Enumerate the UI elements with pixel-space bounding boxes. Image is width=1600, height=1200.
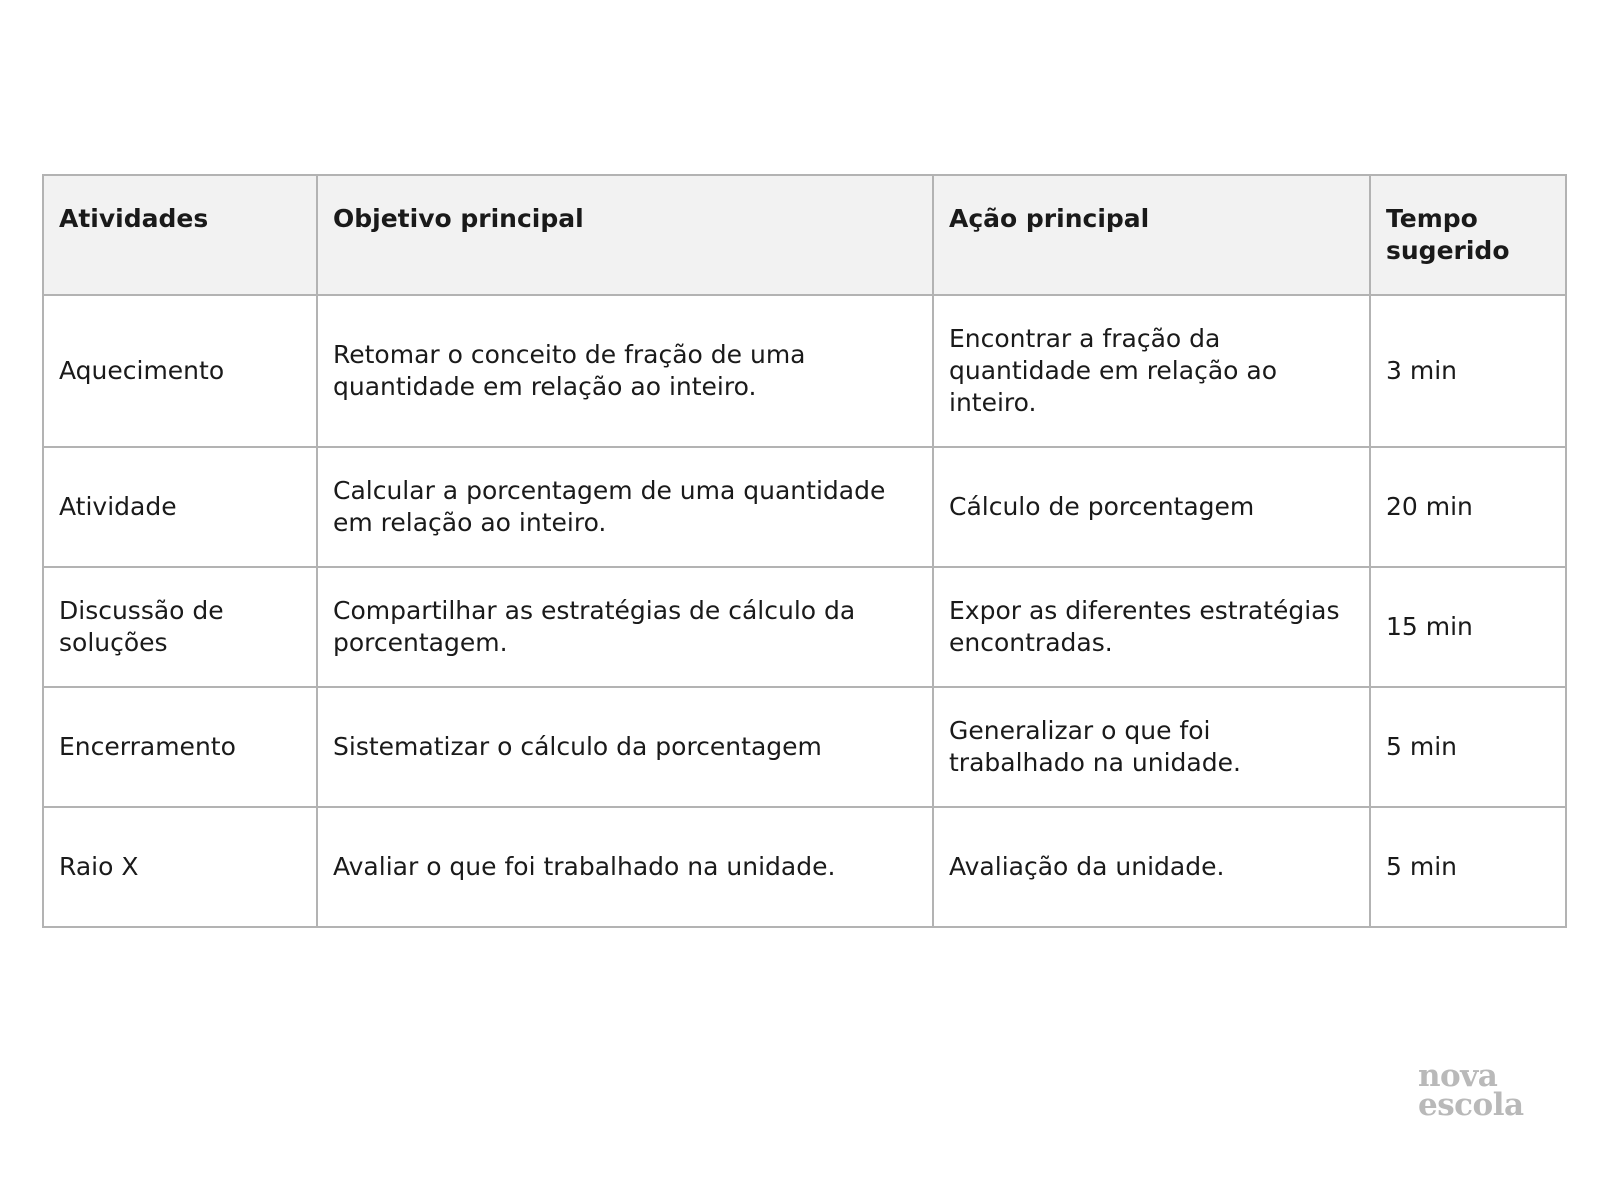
cell-tempo: 5 min [1370,687,1566,807]
logo-line-nova: nova [1418,1058,1498,1094]
header-row [43,175,1566,295]
cell-tempo: 20 min [1370,447,1566,567]
table-row [43,447,1566,567]
table-header [43,175,1566,295]
table-row [43,687,1566,807]
cell-acao: Generalizar o que foi trabalhado na unidade. [933,687,1370,807]
cell-tempo: 5 min [1370,807,1566,927]
table-body [43,295,1566,927]
nova-escola-logo [1418,1058,1538,1123]
cell-acao: Avaliação da unidade. [933,807,1370,927]
cell-atividade: Raio X [43,807,317,927]
cell-acao: Cálculo de porcentagem [933,447,1370,567]
cell-atividade: Encerramento [43,687,317,807]
cell-acao: Expor as diferentes estratégias encontradas. [933,567,1370,687]
lesson-plan-table [42,174,1567,928]
header-tempo: Tempo sugerido [1370,175,1566,295]
cell-objetivo: Sistematizar o cálculo da porcentagem [317,687,933,807]
table-row [43,807,1566,927]
cell-tempo: 3 min [1370,295,1566,447]
logo-line-escola: escola [1418,1087,1524,1123]
table-row [43,567,1566,687]
header-atividades: Atividades [43,175,317,295]
cell-atividade: Discussão de soluções [43,567,317,687]
cell-atividade: Atividade [43,447,317,567]
table-row [43,295,1566,447]
cell-tempo: 15 min [1370,567,1566,687]
cell-acao: Encontrar a fração da quantidade em relação ao inteiro. [933,295,1370,447]
cell-atividade: Aquecimento [43,295,317,447]
cell-objetivo: Compartilhar as estratégias de cálculo da porcentagem. [317,567,933,687]
cell-objetivo: Calcular a porcentagem de uma quantidade em relação ao inteiro. [317,447,933,567]
cell-objetivo: Retomar o conceito de fração de uma quantidade em relação ao inteiro. [317,295,933,447]
header-acao: Ação principal [933,175,1370,295]
header-objetivo: Objetivo principal [317,175,933,295]
cell-objetivo: Avaliar o que foi trabalhado na unidade. [317,807,933,927]
